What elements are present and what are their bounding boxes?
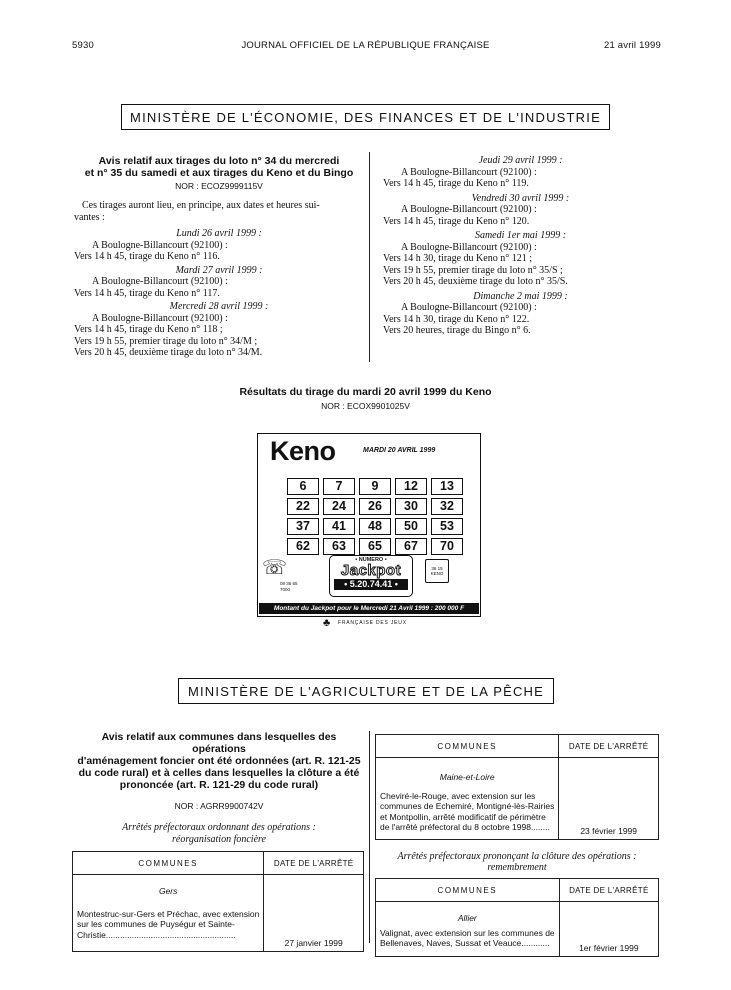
day-line: Vers 14 h 45, tirage du Keno n° 118 ; bbox=[74, 324, 223, 335]
day-heading: Vendredi 30 avril 1999 : bbox=[471, 192, 570, 204]
avis-communes-left-column bbox=[74, 731, 364, 845]
keno-number: 70 bbox=[431, 538, 463, 555]
keno-number: 50 bbox=[395, 518, 427, 535]
keno-number: 37 bbox=[287, 518, 319, 535]
day-block bbox=[383, 291, 658, 337]
avis-loto-title-line1: Avis relatif aux tirages du loto n° 34 du mercredi bbox=[98, 155, 340, 167]
col-date: DATE DE L'ARRÊTÉ bbox=[264, 852, 364, 875]
day-place: A Boulogne-Billancourt (92100) : bbox=[92, 239, 228, 251]
day-line: Vers 14 h 45, tirage du Keno n° 119. bbox=[383, 178, 529, 189]
keno-number: 9 bbox=[359, 478, 391, 495]
keno-number: 13 bbox=[431, 478, 463, 495]
avis-communes-title-line: d'aménagement foncier ont été ordonnées (art. R. 121-25 bbox=[77, 755, 361, 767]
day-heading: Lundi 26 avril 1999 : bbox=[176, 228, 262, 239]
left-days bbox=[74, 228, 364, 359]
col-communes: COMMUNES bbox=[376, 735, 559, 758]
keno-number: 65 bbox=[359, 538, 391, 555]
entry-line: Montestruc-sur-Gers et Préchac, avec extension bbox=[77, 908, 260, 919]
keno-number: 30 bbox=[395, 498, 427, 515]
table-row bbox=[73, 875, 264, 952]
commune-entry bbox=[380, 928, 555, 949]
avis-communes-nor: NOR : AGRR9900742V bbox=[174, 801, 264, 811]
day-heading: Jeudi 29 avril 1999 : bbox=[478, 155, 563, 166]
department-name: Maine-et-Loire bbox=[439, 772, 495, 782]
operator-name: FRANÇAISE DES JEUX bbox=[338, 620, 407, 626]
day-heading: Mardi 27 avril 1999 : bbox=[175, 264, 263, 276]
day-block bbox=[383, 155, 658, 190]
col-date: DATE DE L'ARRÊTÉ bbox=[559, 879, 658, 902]
entry-line: Valignat, avec extension sur les communes de bbox=[380, 927, 555, 938]
table-reorganisation-right bbox=[375, 734, 659, 840]
col-communes: COMMUNES bbox=[73, 852, 264, 875]
day-line: Vers 20 h 45, deuxième tirage du loto n° 34/M. bbox=[74, 347, 263, 358]
intro-line1: Ces tirages auront lieu, en principe, aux dates et heures sui- bbox=[82, 200, 320, 211]
keno-number: 26 bbox=[359, 498, 391, 515]
keno-number: 67 bbox=[395, 538, 427, 555]
col-communes: COMMUNES bbox=[376, 879, 560, 902]
minitel-icon bbox=[425, 559, 449, 583]
sub1-line1: Arrêtés préfectoraux ordonnant des opérations : bbox=[122, 822, 316, 833]
day-place: A Boulogne-Billancourt (92100) : bbox=[92, 312, 228, 324]
table-row bbox=[376, 758, 559, 840]
day-place: A Boulogne-Billancourt (92100) : bbox=[401, 166, 537, 178]
page-number: 5930 bbox=[72, 40, 94, 51]
day-line: Vers 14 h 45, tirage du Keno n° 120. bbox=[383, 215, 530, 227]
keno-number-grid bbox=[287, 478, 463, 555]
avis-communes-title-line: Avis relatif aux communes dans lesquelles des opérations bbox=[101, 731, 337, 755]
keno-number: 24 bbox=[323, 498, 355, 515]
day-line: Vers 19 h 55, premier tirage du loto n° 34/M ; bbox=[74, 335, 258, 347]
day-place: A Boulogne-Billancourt (92100) : bbox=[401, 241, 537, 253]
sub1-heading bbox=[74, 822, 364, 845]
entry-line: Cheviré-le-Rouge, avec extension sur les bbox=[380, 790, 536, 801]
entry-line: et Montpollin, arrêté modificatif de périmètre bbox=[380, 811, 546, 822]
ministry-agriculture-heading: MINISTÈRE DE L'AGRICULTURE ET DE LA PÊCHE bbox=[178, 678, 554, 704]
keno-number: 41 bbox=[323, 518, 355, 535]
day-block bbox=[383, 230, 658, 288]
entry-line: Bellenaves, Naves, Sussat et Veauce............ bbox=[380, 938, 550, 948]
keno-number: 6 bbox=[287, 478, 319, 495]
jackpot-box bbox=[329, 555, 413, 597]
day-line: Vers 14 h 45, tirage du Keno n° 117. bbox=[74, 287, 220, 299]
keno-number: 22 bbox=[287, 498, 319, 515]
avis-communes-title-line: prononcée (art. R. 121-29 du code rural) bbox=[119, 779, 319, 791]
sub1-line2: réorganisation foncière bbox=[172, 833, 266, 845]
table-reorganisation bbox=[72, 851, 364, 952]
arrete-date: 1er février 1999 bbox=[559, 902, 658, 957]
keno-number: 12 bbox=[395, 478, 427, 495]
column-divider bbox=[369, 152, 370, 362]
entry-line: de l'arrêté préfectoral du 8 octobre 1998........ bbox=[380, 822, 550, 832]
phone-number: 08 36 65 7000 bbox=[280, 581, 298, 592]
avis-loto-right-column bbox=[383, 155, 658, 337]
arrete-date: 23 février 1999 bbox=[559, 758, 659, 840]
day-heading: Mercredi 28 avril 1999 : bbox=[169, 301, 269, 312]
day-block bbox=[383, 193, 658, 228]
journal-title: JOURNAL OFFICIEL DE LA RÉPUBLIQUE FRANÇAISE bbox=[241, 40, 490, 51]
department-name: Allier bbox=[457, 913, 477, 923]
issue-date: 21 avril 1999 bbox=[604, 40, 661, 51]
day-place: A Boulogne-Billancourt (92100) : bbox=[401, 302, 537, 313]
arrete-date: 27 janvier 1999 bbox=[264, 875, 364, 952]
department-name: Gers bbox=[158, 886, 178, 896]
commune-entry bbox=[380, 791, 554, 833]
jackpot-amount-band: Montant du Jackpot pour le Mercredi 21 Avril 1999 : 200 000 F bbox=[259, 603, 479, 614]
keno-date: MARDI 20 AVRIL 1999 bbox=[363, 447, 436, 454]
minitel-text: 36 15 KENO bbox=[430, 566, 444, 576]
sub2-heading bbox=[375, 851, 659, 873]
resultats-title: Résultats du tirage du mardi 20 avril 1999 du Keno bbox=[239, 386, 492, 398]
keno-number: 7 bbox=[323, 478, 355, 495]
table-row bbox=[376, 902, 560, 957]
sub2-line1: Arrêtés préfectoraux prononçant la clôture des opérations : bbox=[397, 851, 637, 862]
keno-number: 32 bbox=[431, 498, 463, 515]
jackpot-label: Jackpot bbox=[340, 562, 402, 579]
ministry-economy-heading: MINISTÈRE DE L'ÉCONOMIE, DES FINANCES ET DE L'INDUSTRIE bbox=[121, 104, 610, 130]
day-line: Vers 20 h 45, deuxième tirage du loto n° 35/S. bbox=[383, 276, 568, 287]
numero-label: • NUMERO • bbox=[355, 557, 387, 563]
jackpot-number: • 5.20.74.41 • bbox=[334, 579, 408, 590]
day-line: Vers 14 h 30, tirage du Keno n° 121 ; bbox=[383, 253, 532, 264]
avis-loto-nor: NOR : ECOZ9999115V bbox=[175, 181, 263, 191]
entry-line: sur les communes de Puységur et Sainte- bbox=[77, 919, 235, 929]
commune-entry bbox=[77, 909, 259, 941]
clover-icon: ♣ bbox=[323, 617, 331, 629]
column-divider-2 bbox=[369, 731, 370, 943]
table-remembrement bbox=[375, 878, 659, 957]
avis-loto-left-column bbox=[74, 155, 364, 359]
day-block bbox=[74, 265, 364, 300]
day-line: Vers 14 h 30, tirage du Keno n° 122. bbox=[383, 313, 530, 325]
day-line: Vers 20 heures, tirage du Bingo n° 6. bbox=[383, 325, 531, 336]
entry-line: Christie....................................................... bbox=[77, 929, 236, 940]
avis-loto-intro bbox=[74, 200, 364, 223]
day-place: A Boulogne-Billancourt (92100) : bbox=[401, 204, 537, 215]
day-heading: Samedi 1er mai 1999 : bbox=[474, 230, 567, 241]
day-line: Vers 19 h 55, premier tirage du loto n° 35/S ; bbox=[383, 264, 563, 276]
day-heading: Dimanche 2 mai 1999 : bbox=[473, 290, 568, 302]
day-block bbox=[74, 228, 364, 263]
keno-logo: Keno bbox=[270, 436, 336, 466]
intro-line2: vantes : bbox=[74, 211, 105, 223]
resultats-nor: NOR : ECOX9901025V bbox=[321, 401, 410, 411]
keno-number: 63 bbox=[323, 538, 355, 555]
col-date: DATE DE L'ARRÊTÉ bbox=[559, 735, 659, 758]
phone-icon: ☏ bbox=[262, 557, 288, 579]
keno-number: 48 bbox=[359, 518, 391, 535]
avis-loto-title-line2: et n° 35 du samedi et aux tirages du Keno et du Bingo bbox=[84, 167, 354, 179]
day-line: Vers 14 h 45, tirage du Keno n° 116. bbox=[74, 251, 220, 262]
entry-line: communes de Echemiré, Montigné-lès-Rairies bbox=[380, 801, 555, 811]
sub2-line2: remembrement bbox=[487, 861, 547, 873]
day-block bbox=[74, 301, 364, 359]
keno-number: 62 bbox=[287, 538, 319, 555]
keno-number: 53 bbox=[431, 518, 463, 535]
avis-communes-title-line: du code rural) et à celles dans lesquelles la clôture a été bbox=[78, 767, 360, 779]
day-place: A Boulogne-Billancourt (92100) : bbox=[92, 276, 228, 287]
